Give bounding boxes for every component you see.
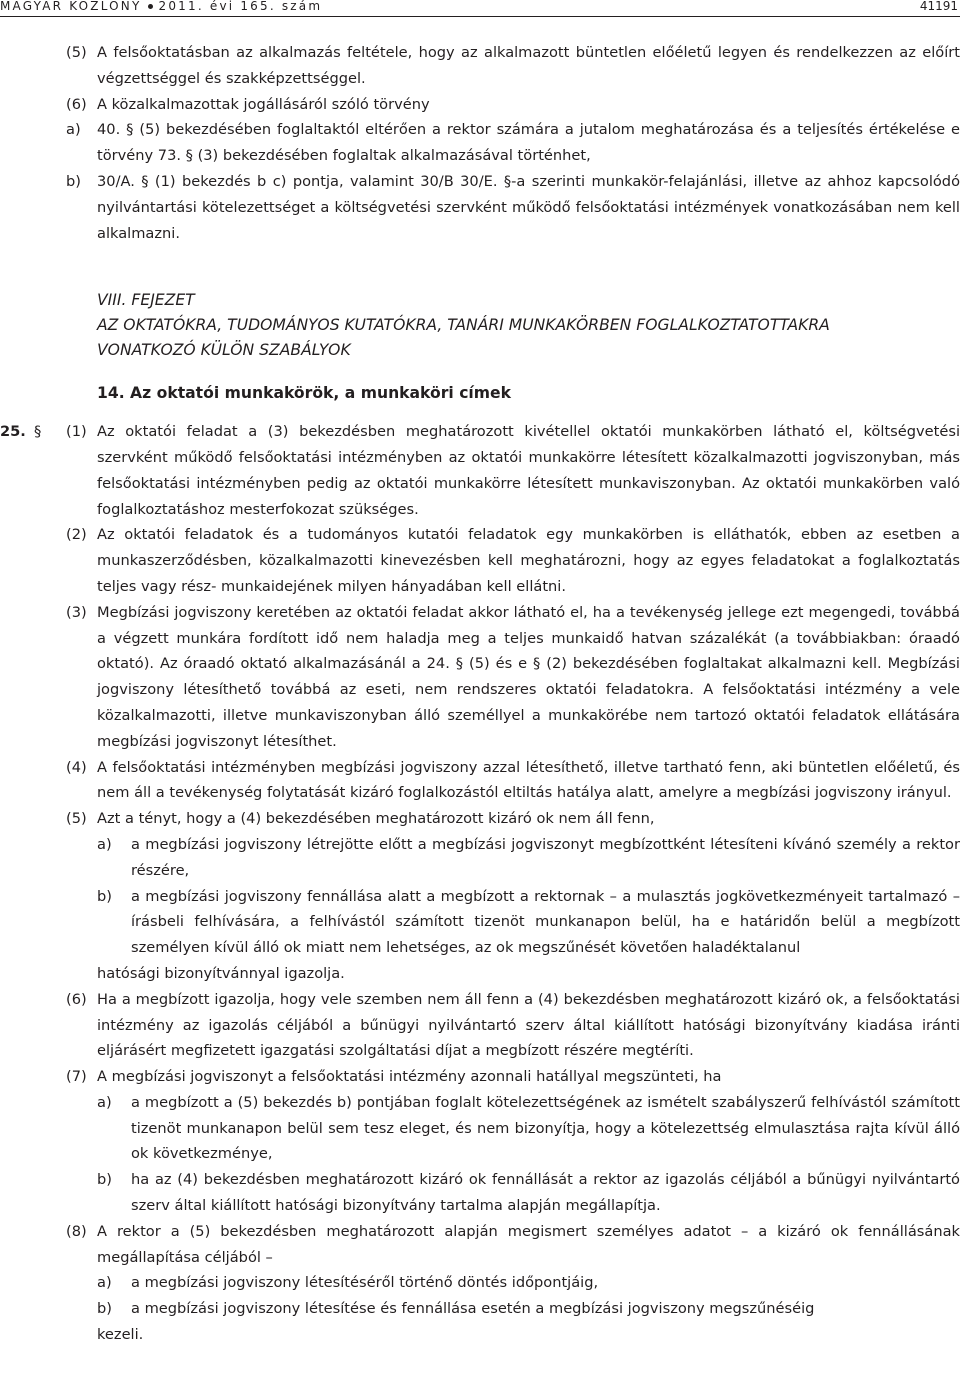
point-text: 30/A. § (1) bekezdés b c) pontja, valamint 30/B 30/E. §-a szerinti munkakör-felajánlási, illetve az ahhoz kapcsolódó nyilvántartási kötelezettséget a költségvetési szervként működő felsőoktatási intézmények vonatkozásában nem kell alkalmazni. bbox=[97, 172, 960, 242]
paragraph-text: A felsőoktatásban az alkalmazás feltétele, hogy az alkalmazott büntetlen előéletű legyen és rendelkezzen az előírt végzettséggel és szakképzettséggel. bbox=[97, 44, 960, 87]
s25-p5-closing: hatósági bizonyítvánnyal igazolja. bbox=[97, 964, 345, 982]
s25-p5-point-b bbox=[0, 884, 960, 961]
chapter-heading bbox=[0, 288, 960, 363]
issue-number: 2011. évi 165. szám bbox=[158, 0, 323, 13]
s25-paragraph-3 bbox=[0, 600, 960, 755]
point-letter: a) bbox=[97, 1093, 112, 1111]
paragraph-number: (7) bbox=[66, 1068, 87, 1086]
point-text: a megbízási jogviszony fennállása alatt a megbízott a rektornak – a mulasztás jogkövetkezményeit tartalmazó – írásbeli felhívására, a felhívástól számított tizenöt munkanapon belül, ha e határidőn belül a megbízott személyen kívül álló ok miatt nem lehetséges, az ok megszűnését követően haladéktalanul bbox=[131, 887, 960, 957]
paragraph-6 bbox=[0, 92, 960, 118]
section-symbol: § bbox=[34, 423, 42, 441]
paragraph-number: (6) bbox=[66, 990, 87, 1008]
paragraph-number: (8) bbox=[66, 1222, 87, 1240]
point-a bbox=[0, 117, 960, 169]
s25-p7-point-b bbox=[0, 1167, 960, 1219]
paragraph-text: Az oktatói feladatok és a tudományos kutatói feladatok egy munkakörben is elláthatók, ebben az esetben a munkaszerződésben, közalkalmazotti kinevezésben kell meghatározni, hogy az egyes feladatokat a foglalkoztatás teljes vagy rész- munkaidejének milyen hányadában kell ellátni. bbox=[97, 526, 960, 595]
point-text: a megbízási jogviszony létesítéséről történő döntés időpontjáig, bbox=[131, 1274, 599, 1292]
paragraph-text: A felsőoktatási intézményben megbízási jogviszony azzal létesíthető, illetve tartható fenn, aki büntetlen előéletű, és nem áll a tevékenység folytatását kizáró foglalkozástól eltiltás hatálya alatt, amelyre a megbízási jogviszony irányul. bbox=[97, 758, 960, 802]
s25-paragraph-1 bbox=[0, 419, 960, 522]
s25-paragraph-5 bbox=[0, 806, 960, 832]
section-25 bbox=[0, 419, 960, 1348]
s25-paragraph-2 bbox=[0, 522, 960, 599]
paragraph-number: (5) bbox=[66, 810, 87, 828]
s25-p8-point-a bbox=[0, 1270, 960, 1296]
paragraph-number: (1) bbox=[66, 423, 87, 441]
point-letter: b) bbox=[97, 1300, 112, 1318]
section-number: 25. bbox=[0, 423, 26, 441]
chapter-number: VIII. FEJEZET bbox=[97, 291, 195, 310]
point-letter: a) bbox=[66, 121, 81, 139]
s25-paragraph-7 bbox=[0, 1064, 960, 1090]
point-b bbox=[0, 169, 960, 246]
s25-paragraph-4 bbox=[0, 755, 960, 807]
s25-paragraph-6 bbox=[0, 987, 960, 1064]
paragraph-number: (5) bbox=[66, 44, 87, 61]
paragraph-5 bbox=[0, 40, 960, 92]
point-text: 40. § (5) bekezdésében foglaltaktól eltérően a rektor számára a jutalom meghatározása és a teljesítés értékelése e törvény 73. § (3) bekezdésében foglaltak alkalmazásával történhet, bbox=[97, 121, 960, 165]
point-text: a megbízott a (5) bekezdés b) pontjában foglalt kötelezettségének az ismételt szabályszerű felhívástól számított tizenöt munkanapon belül sem tesz eleget, és nem bizonyítja, hogy a kötelezettség elmulasztása rajta kívül álló ok következménye, bbox=[131, 1093, 960, 1163]
journal-name: MAGYAR KÖZLÖNY bbox=[0, 0, 142, 13]
point-letter: b) bbox=[66, 172, 81, 190]
paragraph-text: A közalkalmazottak jogállásáról szóló törvény bbox=[97, 95, 430, 113]
s25-p8-closing: kezeli. bbox=[97, 1326, 144, 1344]
point-letter: b) bbox=[97, 887, 112, 905]
point-letter: a) bbox=[97, 835, 112, 853]
journal-header bbox=[0, 0, 322, 13]
point-text: a megbízási jogviszony létesítése és fennállása esetén a megbízási jogviszony megszűnéséig bbox=[131, 1300, 815, 1318]
page-number: 41191 bbox=[919, 0, 958, 13]
paragraph-text: Megbízási jogviszony keretében az oktatói feladat akkor látható el, ha a tevékenység jellege ezt megengedi, továbbá a végzett munkára fordított idő nem haladja meg a teljes munkaidő hatvan százalékát (a továbbiakban: óraadó oktató). Az óraadó oktató alkalmazásánál a 24. § (5) és e § (2) bekezdésében foglaltakat alkalmazni kell. Megbízási jogviszony létesíthető továbbá az eseti, nem rendszeres oktatói feladatokra. A felsőoktatási intézmény a vele közalkalmazotti, illetve munkaviszonyban álló személlyel a munkakörébe nem tartozó oktatói feladatok ellátására megbízási jogviszonyt létesíthet. bbox=[97, 603, 960, 750]
paragraph-number: (6) bbox=[66, 95, 87, 113]
paragraph-text: Ha a megbízott igazolja, hogy vele szemben nem áll fenn a (4) bekezdésben meghatározott kizáró ok, a felsőoktatási intézmény az igazolás céljából a bűnügyi nyilvántartó szerv által kiállított hatósági bizonyítvány kiadása iránti eljárásért megfizetett igazgatási szolgáltatási díjat a megbízott részére megtéríti. bbox=[97, 990, 960, 1060]
s25-p5-point-a bbox=[0, 832, 960, 884]
s25-p8-point-b bbox=[0, 1296, 960, 1322]
paragraph-number: (4) bbox=[66, 758, 87, 776]
bullet-icon bbox=[148, 4, 153, 9]
header-divider bbox=[0, 16, 960, 17]
paragraph-text: A rektor a (5) bekezdésben meghatározott alapján megismert személyes adatot – a kizáró ok fennállásának megállapítása céljából – bbox=[97, 1222, 960, 1266]
document-body bbox=[0, 40, 960, 1348]
paragraph-number: (2) bbox=[66, 526, 87, 544]
point-letter: b) bbox=[97, 1171, 112, 1189]
chapter-title-line2: VONATKOZÓ KÜLÖN SZABÁLYOK bbox=[97, 341, 351, 360]
paragraph-number: (3) bbox=[66, 603, 87, 621]
s25-p7-point-a bbox=[0, 1090, 960, 1167]
chapter-title-line1: AZ OKTATÓKRA, TUDOMÁNYOS KUTATÓKRA, TANÁRI MUNKAKÖRBEN FOGLALKOZTATOTTAKRA bbox=[97, 316, 830, 335]
spacer bbox=[0, 246, 960, 288]
s25-paragraph-8 bbox=[0, 1219, 960, 1271]
point-letter: a) bbox=[97, 1274, 112, 1292]
paragraph-text: Azt a tényt, hogy a (4) bekezdésében meghatározott kizáró ok nem áll fenn, bbox=[97, 810, 655, 828]
page-header bbox=[0, 0, 960, 14]
point-text: a megbízási jogviszony létrejötte előtt a megbízási jogviszonyt megbízottként létesíteni kívánó személy a rektor részére, bbox=[131, 835, 960, 879]
paragraph-text: A megbízási jogviszonyt a felsőoktatási intézmény azonnali hatállyal megszünteti, ha bbox=[97, 1068, 722, 1086]
section-title: 14. Az oktatói munkakörök, a munkaköri címek bbox=[97, 384, 511, 403]
paragraph-text: Az oktatói feladat a (3) bekezdésben meghatározott kivétellel oktatói munkakörben látható el, költségvetési szervként működő felsőoktatási intézményben az oktatói munkakörre létesített közalkalmazotti jogviszonyban, más felsőoktatási intézményben pedig az oktatói munkakörre létesített munkaviszonyban. Az oktatói munkakörben való foglalkoztatáshoz mesterfokozat szükséges. bbox=[97, 423, 960, 518]
point-text: ha az (4) bekezdésben meghatározott kizáró ok fennállását a rektor az igazolás céljából a bűnügyi nyilvántartó szerv által kiállított hatósági bizonyítvány tartalma alapján megállapítja. bbox=[131, 1171, 960, 1215]
